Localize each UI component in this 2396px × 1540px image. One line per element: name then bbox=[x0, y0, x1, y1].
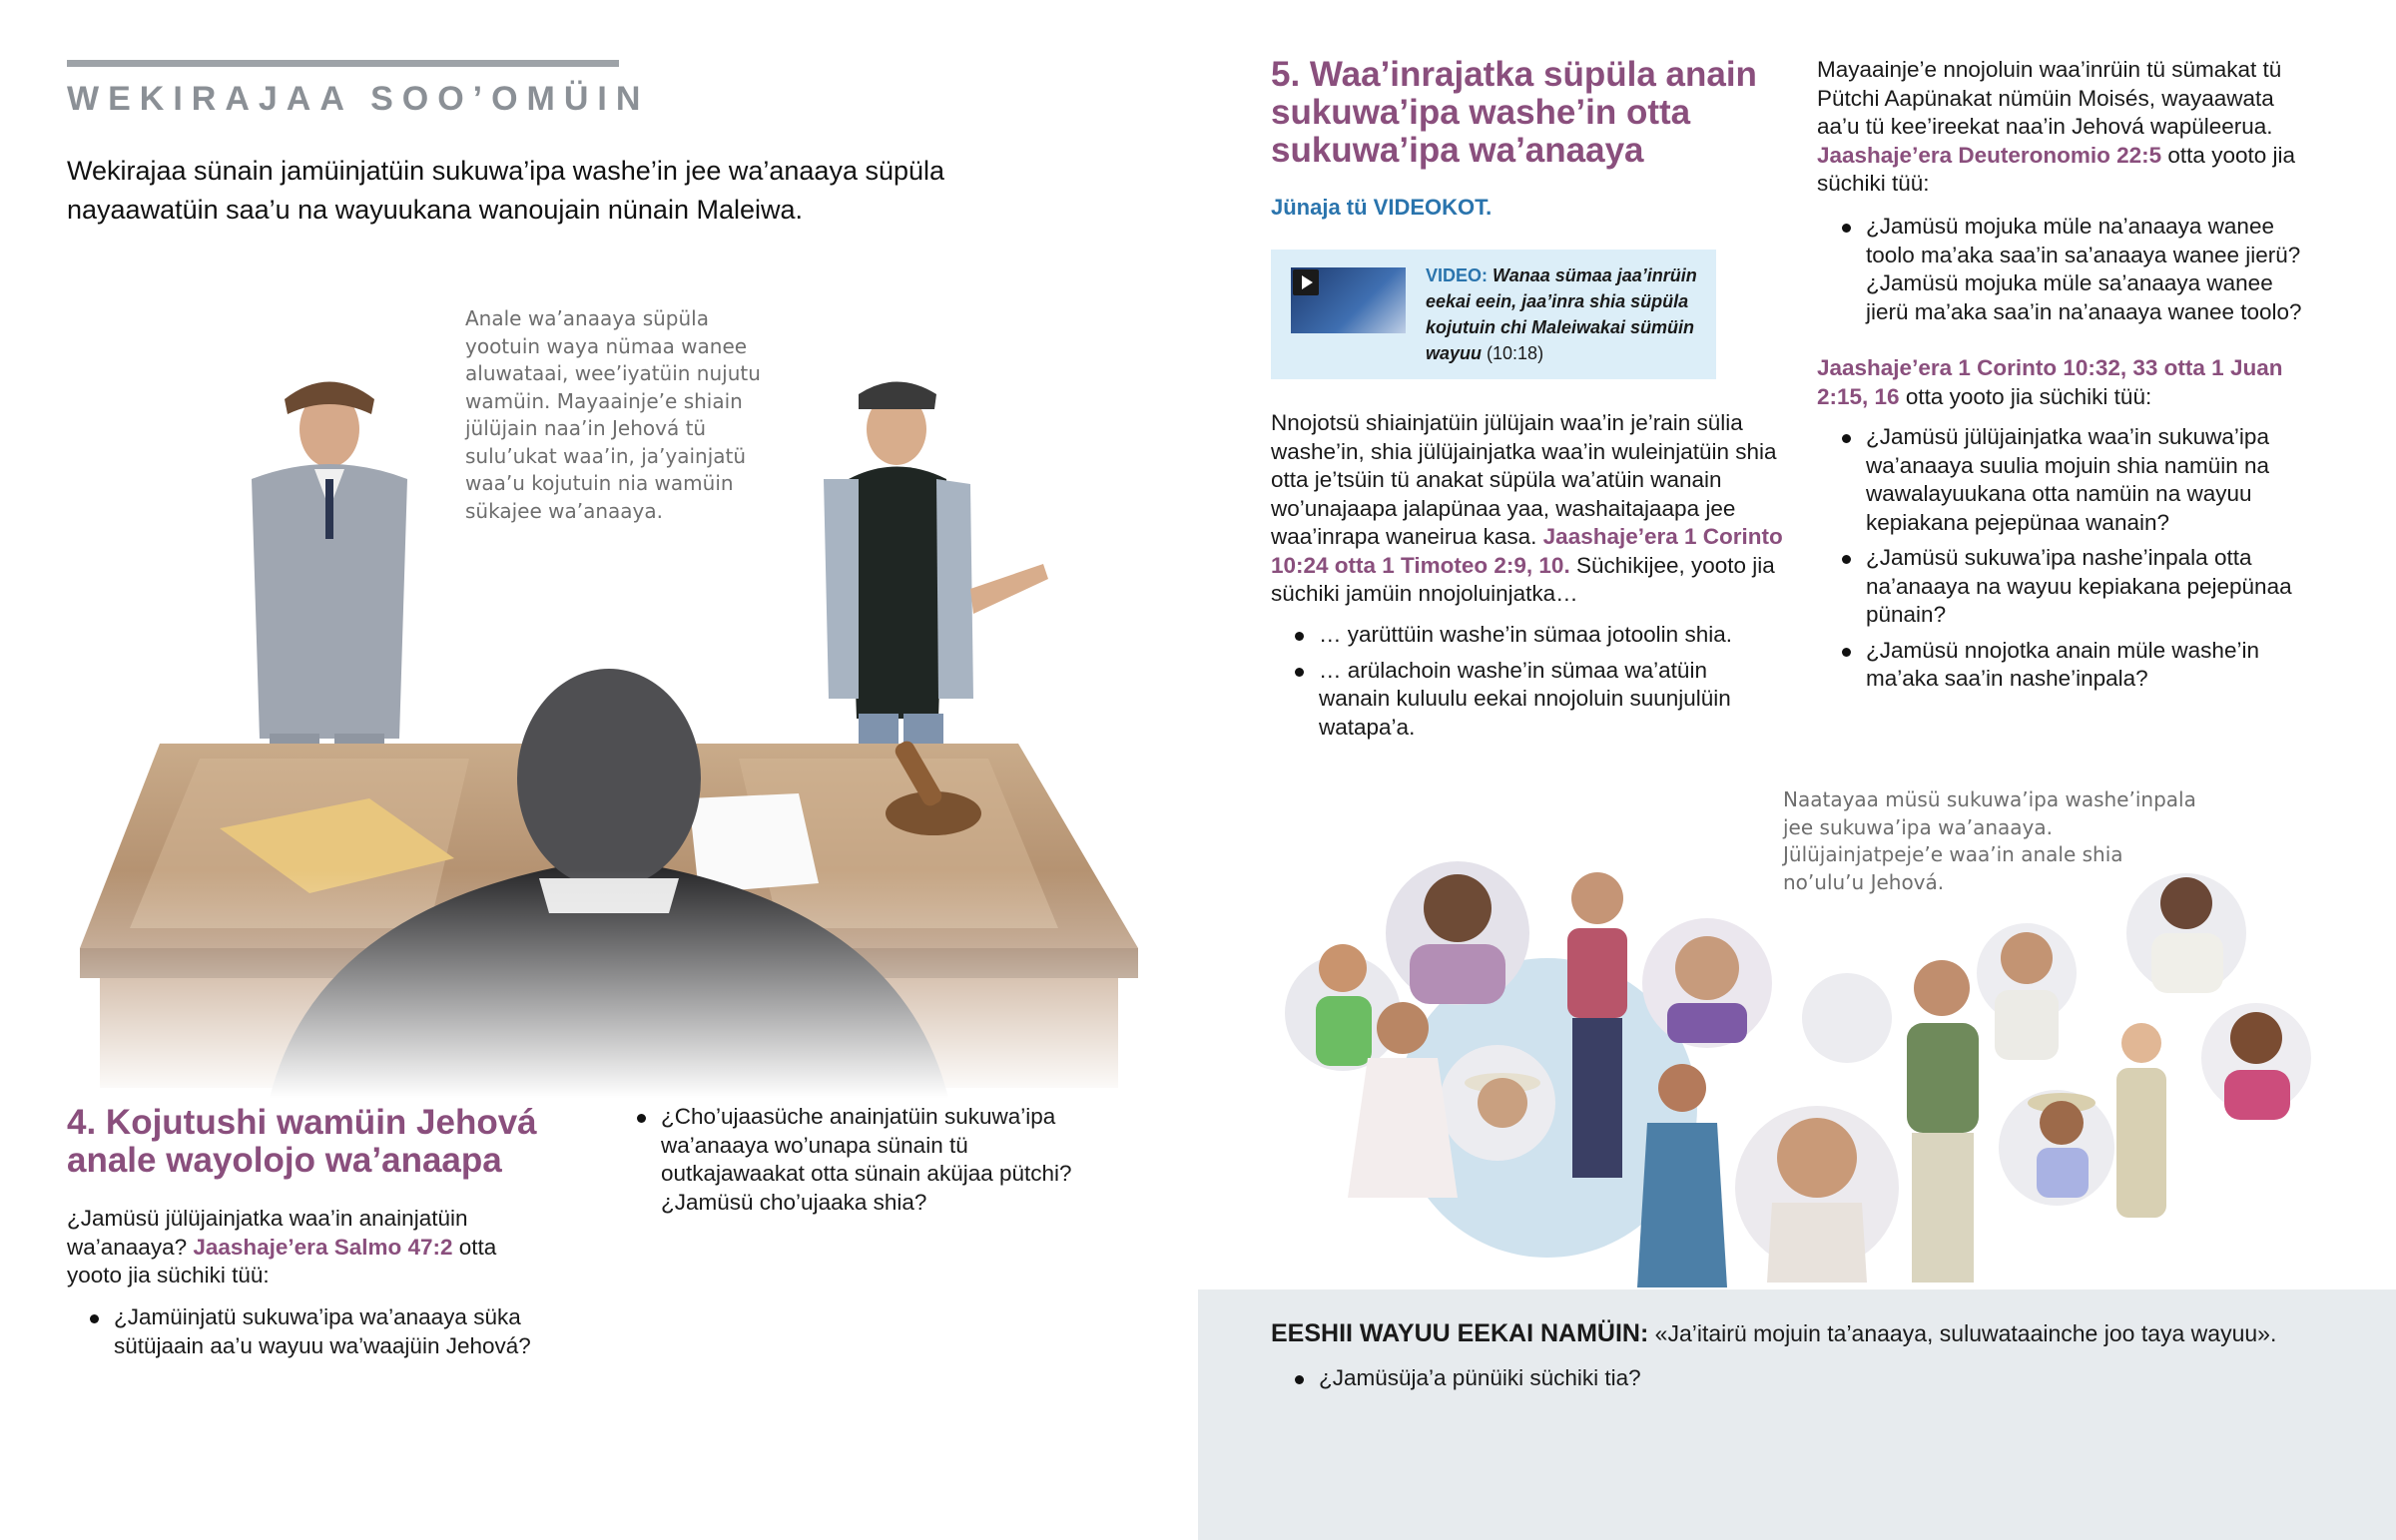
list-item: ¿Jamüinjatü sukuwa’ipa wa’anaaya süka sütüjaain aa’u wayuu wa’waajüin Jehová? bbox=[90, 1303, 559, 1360]
video-card[interactable] bbox=[1271, 250, 1716, 379]
illustration-caption-left: Anale wa’anaaya süpüla yootuin waya nümaa wanee aluwataai, wee’iyatüin nujutu wamüin. Mayaainje’e shiain jülüjain naa’in Jehová tü sulu’ukat waa’in, ja’yainjatü waa’u kojutuin nia wamüin sükajee wa’anaaya. bbox=[465, 306, 761, 523]
video-thumbnail[interactable] bbox=[1291, 267, 1406, 333]
person-woman-green-sweater bbox=[1907, 960, 1979, 1283]
play-icon[interactable] bbox=[1293, 269, 1319, 295]
list-item: … arülachoin washe’in sümaa wa’atüin wanain kuluulu eekai nnojoluin suunjulüin watapa’a. bbox=[1295, 657, 1774, 743]
header-rule bbox=[67, 60, 619, 67]
section-4-questions-col2 bbox=[637, 1103, 1076, 1224]
person-boy-green-shirt bbox=[1316, 944, 1372, 1066]
illustration-caption-right: Naatayaa müsü sukuwa’ipa washe’inpala jee sukuwa’ipa wa’anaaya. Jülüjainjatpeje’e waa’in anale shia no’ulu’u Jehová. bbox=[1783, 787, 2196, 894]
scripture-link[interactable]: Jaashaje’era Deuteronomio 22:5 bbox=[1817, 142, 2162, 168]
section-5-points bbox=[1295, 621, 1774, 749]
objection-statement: EESHII WAYUU EEKAI NAMÜIN: «Ja’itairü mojuin ta’anaaya, suluwataainche joo taya wayuu». bbox=[1271, 1319, 2277, 1347]
right-paragraph-1: Mayaainje’e nnojoluin waa’inrüin tü sümakat tü Pütchi Aapünakat nümüin Moisés, wayaawata aa’u tü kee’ireekat naa’in Jehová wapüleerua. Jaashaje’era Deuteronomio 22:5 otta yooto jia süchiki tüü: bbox=[1817, 57, 2295, 196]
list-item: ¿Jamüsü nnojotka anain müle washe’in ma’aka saa’in nashe’inpala? bbox=[1842, 637, 2321, 694]
section-4-questions bbox=[90, 1303, 559, 1367]
section-4-paragraph: ¿Jamüsü jülüjainjatka waa’in anainjatüin wa’anaaya? Jaashaje’era Salmo 47:2 otta yooto jia süchiki tüü: bbox=[67, 1206, 497, 1287]
list-item: ¿Jamüsü mojuka müle na’anaaya wanee toolo ma’aka saa’in sa’anaaya wanee jierü? ¿Jamüsü mojuka müle sa’anaaya wanee jierü ma’aka saa’in na’anaaya wanee toolo? bbox=[1842, 213, 2321, 326]
scripture-link[interactable]: Jaashaje’era Salmo 47:2 bbox=[193, 1234, 453, 1260]
list-item: ¿Jamüsü sukuwa’ipa nashe’inpala otta na’anaaya na wayuu kepiakana pejepünaa pünain? bbox=[1842, 544, 2321, 630]
intro-text: Wekirajaa sünain jamüinjatüin sukuwa’ipa washe’in jee wa’anaaya süpüla nayaawatüin saa’u na wayuukana wanoujain nünain Maleiwa. bbox=[67, 156, 945, 225]
right-questions-2 bbox=[1842, 423, 2321, 701]
list-item: ¿Jamüsü jülüjainjatka waa’in sukuwa’ipa wa’anaaya suulia mojuin shia namüin na wawalayuukana otta namüin na wayuu kepiakana pejepünaa wanain? bbox=[1842, 423, 2321, 537]
person-woman-white-top bbox=[1995, 932, 2059, 1060]
scripture-link[interactable]: Jaashaje’era 1 Corinto 10:24 otta 1 Timoteo 2:9, 10. bbox=[1271, 524, 1783, 578]
page-title: WEKIRAJAA SOO’OMÜIN bbox=[67, 80, 650, 118]
video-description: VIDEO: Wanaa sümaa jaa’inrüin eekai eein, jaa’inra shia süpüla kojutuin chi Maleiwakai sümüin wayuu (10:18) bbox=[1426, 265, 1697, 363]
list-item: … yarüttüin washe’in sümaa jotoolin shia. bbox=[1295, 621, 1774, 650]
video-link[interactable]: Jünaja tü VIDEOKOT. bbox=[1271, 195, 1493, 220]
right-questions-1 bbox=[1842, 213, 2321, 333]
people-in-traditional-dress-illustration bbox=[1268, 858, 2316, 1287]
section-5-paragraph: Nnojotsü shiainjatüin jülüjain waa’in je’rain sülia washe’in, shia jülüjainjatka waa’in wuleinjatüin shia otta je’tsüin tü anakat süpüla wa’atüin wanain wo’unajaapa jalapünaa yaa, washaitajaapa jee waa’inrapa waneirua kasa. Jaashaje’era 1 Corinto 10:24 otta 1 Timoteo 2:9, 10. Süchikijee, yooto jia süchiki jamüin nnojoluinjatka… bbox=[1271, 410, 1783, 606]
person-woman-beige-coat bbox=[2116, 1023, 2166, 1218]
list-item: ¿Jamüsüja’a pünüiki süchiki tia? bbox=[1295, 1364, 1894, 1393]
person-woman-plaid-shirt bbox=[1567, 872, 1627, 1178]
list-item: ¿Cho’ujaasüche anainjatüin sukuwa’ipa wa’anaaya wo’unapa sünain tü outkajawaakat otta sünain aküjaa pütchi? ¿Jamüsü cho’ujaaka shia? bbox=[637, 1103, 1076, 1217]
objection-question bbox=[1295, 1364, 1894, 1400]
scripture-link[interactable]: Jaashaje’era 1 Corinto 10:32, 33 otta 1 Juan 2:15, 16 bbox=[1817, 355, 2283, 409]
section-4-heading: 4. Kojutushi wamüin Jehová anale wayolojo wa’anaapa bbox=[67, 1103, 537, 1180]
section-5-heading: 5. Waa’inrajatka süpüla anain sukuwa’ipa washe’in otta sukuwa’ipa wa’anaaya bbox=[1271, 55, 1757, 170]
right-paragraph-2: Jaashaje’era 1 Corinto 10:32, 33 otta 1 Juan 2:15, 16 otta yooto jia süchiki tüü: bbox=[1817, 355, 2283, 409]
